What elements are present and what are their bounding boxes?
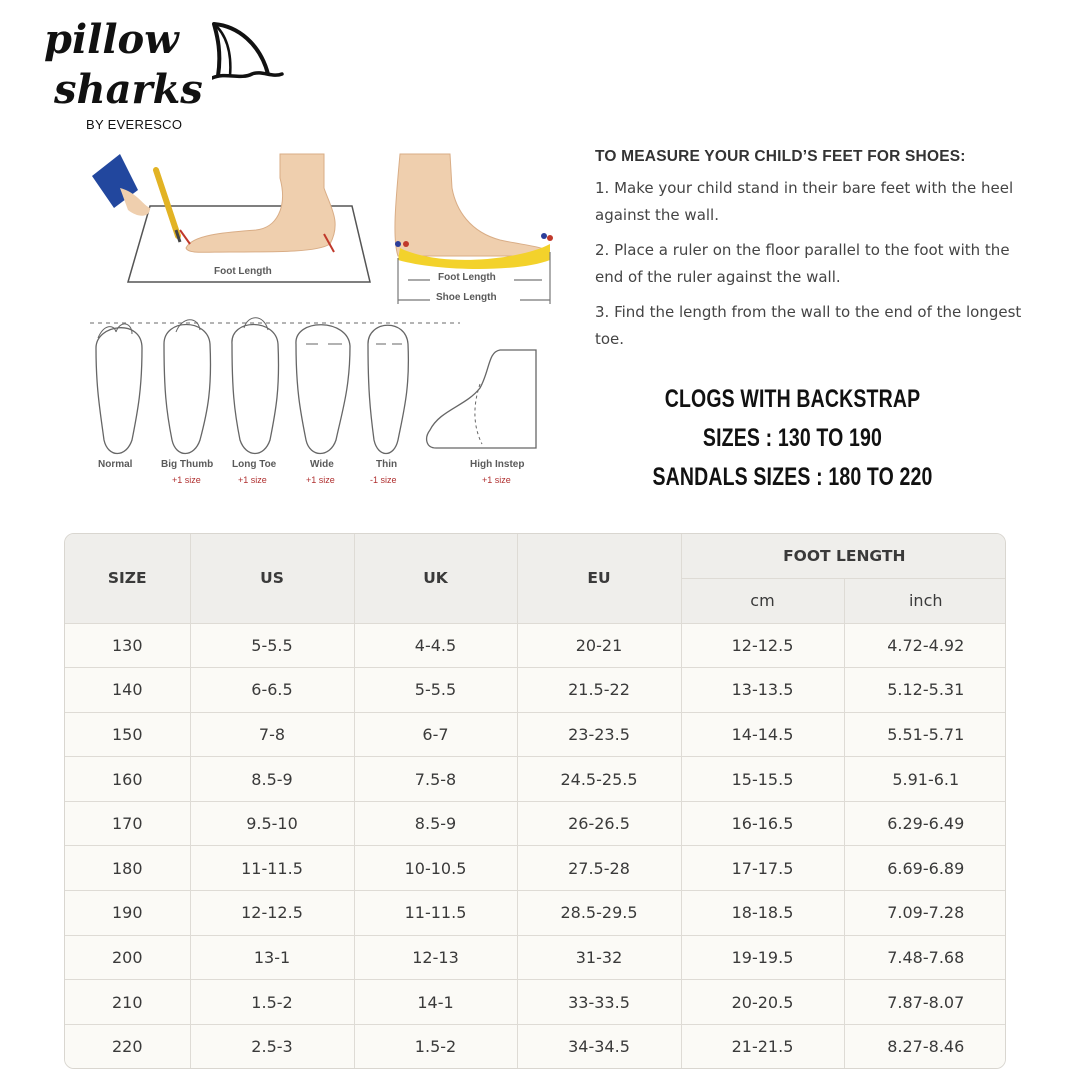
cell-cm: 19-19.5 bbox=[681, 935, 844, 980]
instruction-step-3: 3. Find the length from the wall to the end of the longest toe. bbox=[595, 303, 1022, 348]
cell-size: 150 bbox=[65, 712, 190, 757]
cell-uk: 4-4.5 bbox=[354, 623, 517, 668]
table-row bbox=[65, 757, 1006, 802]
cell-eu: 23-23.5 bbox=[517, 712, 681, 757]
cell-inch: 7.09-7.28 bbox=[844, 891, 1006, 936]
brand-byline: BY EVERESCO bbox=[86, 117, 183, 132]
foot-length-label: Foot Length bbox=[214, 266, 272, 277]
cell-size: 210 bbox=[65, 980, 190, 1025]
cell-us: 1.5-2 bbox=[190, 980, 354, 1025]
size-range-info bbox=[600, 380, 985, 497]
instruction-step-1: 1. Make your child stand in their bare feet with the heel against the wall. bbox=[595, 179, 1014, 224]
table-row bbox=[65, 712, 1006, 757]
cell-inch: 8.27-8.46 bbox=[844, 1024, 1006, 1069]
instructions-title: TO MEASURE YOUR CHILD’S FEET FOR SHOES: bbox=[595, 148, 966, 165]
header-cm: cm bbox=[681, 578, 844, 623]
cell-size: 220 bbox=[65, 1024, 190, 1069]
cell-cm: 17-17.5 bbox=[681, 846, 844, 891]
cell-eu: 31-32 bbox=[517, 935, 681, 980]
cell-uk: 1.5-2 bbox=[354, 1024, 517, 1069]
foot-type-wide: Wide bbox=[310, 459, 334, 470]
table-row bbox=[65, 891, 1006, 936]
measurement-diagram bbox=[80, 148, 560, 498]
table-row bbox=[65, 846, 1006, 891]
cell-inch: 5.51-5.71 bbox=[844, 712, 1006, 757]
cell-uk: 5-5.5 bbox=[354, 668, 517, 713]
cell-cm: 14-14.5 bbox=[681, 712, 844, 757]
cell-size: 180 bbox=[65, 846, 190, 891]
cell-uk: 6-7 bbox=[354, 712, 517, 757]
foot-type-long-toe-note: +1 size bbox=[238, 475, 267, 485]
cell-cm: 21-21.5 bbox=[681, 1024, 844, 1069]
cell-inch: 6.69-6.89 bbox=[844, 846, 1006, 891]
header-foot-length: FOOT LENGTH bbox=[681, 534, 1006, 578]
cell-us: 13-1 bbox=[190, 935, 354, 980]
table-row bbox=[65, 1024, 1006, 1069]
cell-size: 200 bbox=[65, 935, 190, 980]
shark-fin-icon bbox=[212, 18, 284, 84]
toe-details bbox=[98, 318, 482, 444]
cell-eu: 34-34.5 bbox=[517, 1024, 681, 1069]
header-us: US bbox=[190, 534, 354, 623]
cell-uk: 14-1 bbox=[354, 980, 517, 1025]
foot-type-thin: Thin bbox=[376, 459, 398, 470]
size-chart-body bbox=[65, 623, 1006, 1069]
cell-uk: 12-13 bbox=[354, 935, 517, 980]
cell-cm: 12-12.5 bbox=[681, 623, 844, 668]
cell-cm: 20-20.5 bbox=[681, 980, 844, 1025]
cell-cm: 18-18.5 bbox=[681, 891, 844, 936]
header-uk: UK bbox=[354, 534, 517, 623]
foot-type-thin-note: -1 size bbox=[370, 475, 397, 485]
foot-measurement-illustration bbox=[80, 148, 560, 498]
cell-eu: 28.5-29.5 bbox=[517, 891, 681, 936]
cell-cm: 13-13.5 bbox=[681, 668, 844, 713]
table-row bbox=[65, 935, 1006, 980]
clogs-backstrap-heading: CLOGS WITH BACKSTRAP bbox=[664, 385, 921, 413]
cell-size: 130 bbox=[65, 623, 190, 668]
cell-uk: 8.5-9 bbox=[354, 801, 517, 846]
instruction-step-2: 2. Place a ruler on the floor parallel to the foot with the end of the ruler against the wall. bbox=[595, 241, 1010, 286]
foot-type-high-instep: High Instep bbox=[470, 459, 525, 470]
cell-eu: 21.5-22 bbox=[517, 668, 681, 713]
cell-cm: 15-15.5 bbox=[681, 757, 844, 802]
cell-us: 7-8 bbox=[190, 712, 354, 757]
foot-type-high-instep-note: +1 size bbox=[482, 475, 511, 485]
table-row bbox=[65, 668, 1006, 713]
cell-uk: 7.5-8 bbox=[354, 757, 517, 802]
cell-uk: 10-10.5 bbox=[354, 846, 517, 891]
cell-inch: 7.48-7.68 bbox=[844, 935, 1006, 980]
brand-logo bbox=[42, 14, 292, 136]
cell-us: 8.5-9 bbox=[190, 757, 354, 802]
cell-eu: 20-21 bbox=[517, 623, 681, 668]
cell-size: 170 bbox=[65, 801, 190, 846]
foot-type-long-toe: Long Toe bbox=[232, 459, 277, 470]
cell-us: 6-6.5 bbox=[190, 668, 354, 713]
table-row bbox=[65, 623, 1006, 668]
table-row bbox=[65, 980, 1006, 1025]
cell-inch: 6.29-6.49 bbox=[844, 801, 1006, 846]
cell-cm: 16-16.5 bbox=[681, 801, 844, 846]
cell-inch: 5.91-6.1 bbox=[844, 757, 1006, 802]
header-size: SIZE bbox=[65, 534, 190, 623]
cell-size: 190 bbox=[65, 891, 190, 936]
cell-us: 11-11.5 bbox=[190, 846, 354, 891]
cell-us: 2.5-3 bbox=[190, 1024, 354, 1069]
sandals-size-range: SANDALS SIZES : 180 TO 220 bbox=[652, 463, 933, 491]
header-inch: inch bbox=[844, 578, 1006, 623]
size-chart-table bbox=[64, 533, 1006, 1069]
table-row bbox=[65, 801, 1006, 846]
brand-word-sharks: sharks bbox=[54, 66, 203, 113]
clogs-size-range: SIZES : 130 TO 190 bbox=[702, 424, 883, 452]
cell-inch: 5.12-5.31 bbox=[844, 668, 1006, 713]
cell-uk: 11-11.5 bbox=[354, 891, 517, 936]
foot-on-paper-drawing bbox=[92, 154, 370, 282]
cell-us: 9.5-10 bbox=[190, 801, 354, 846]
header-eu: EU bbox=[517, 534, 681, 623]
cell-eu: 26-26.5 bbox=[517, 801, 681, 846]
foot-type-big-thumb-note: +1 size bbox=[172, 475, 201, 485]
foot-length-label-side: Foot Length bbox=[438, 272, 496, 283]
foot-type-wide-note: +1 size bbox=[306, 475, 335, 485]
cell-size: 140 bbox=[65, 668, 190, 713]
brand-word-pillow: pillow bbox=[44, 16, 179, 63]
cell-us: 5-5.5 bbox=[190, 623, 354, 668]
cell-eu: 27.5-28 bbox=[517, 846, 681, 891]
cell-eu: 24.5-25.5 bbox=[517, 757, 681, 802]
foot-type-normal: Normal bbox=[98, 459, 133, 470]
cell-size: 160 bbox=[65, 757, 190, 802]
shoe-length-label: Shoe Length bbox=[436, 292, 497, 303]
cell-us: 12-12.5 bbox=[190, 891, 354, 936]
cell-eu: 33-33.5 bbox=[517, 980, 681, 1025]
measuring-instructions bbox=[595, 148, 1035, 361]
cell-inch: 4.72-4.92 bbox=[844, 623, 1006, 668]
foot-type-big-thumb: Big Thumb bbox=[161, 459, 214, 470]
cell-inch: 7.87-8.07 bbox=[844, 980, 1006, 1025]
